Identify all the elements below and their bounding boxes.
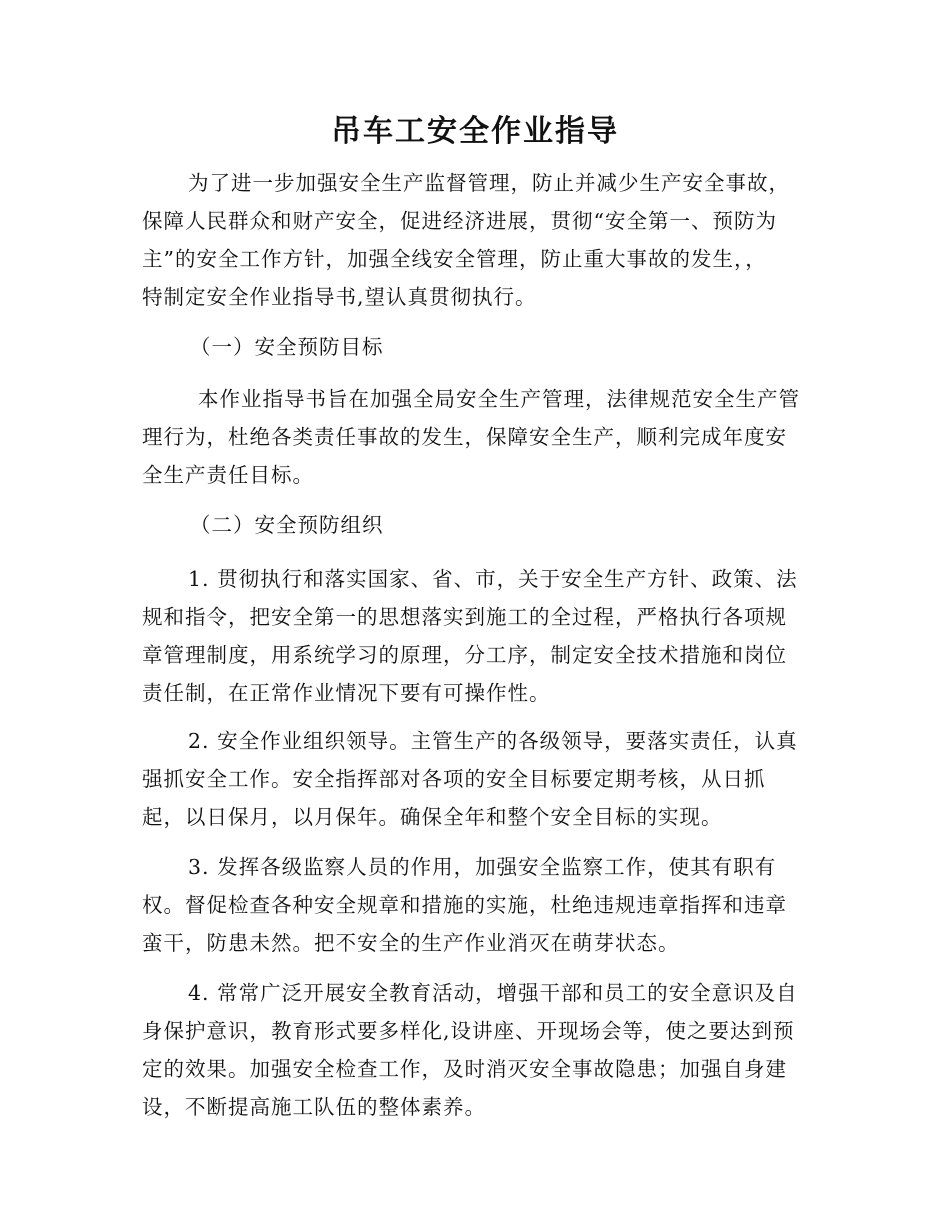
document-title: 吊车工安全作业指导 [331, 114, 619, 149]
goals-line: 全生产责任目标。 [142, 463, 314, 487]
intro-line: 主”的安全工作方针，加强全线安全管理，防止重大事故的发生，， [142, 247, 767, 271]
item-line: 身保护意识，教育形式要多样化,设讲座、开现场会等，使之要达到预 [142, 1019, 795, 1043]
item-line: 3. 发挥各级监察人员的作用，加强安全监察工作，使其有职有 [188, 855, 777, 879]
item-line: 责任制，在正常作业情况下要有可操作性。 [142, 681, 551, 705]
item-line: 1. 贯彻执行和落实国家、省、市，关于安全生产方针、政策、法 [188, 567, 798, 591]
goals-line: 本作业指导书旨在加强全局安全生产管理，法律规范安全生产管 [198, 387, 800, 411]
item-line: 章管理制度，用系统学习的原理，分工序，制定安全技术措施和岗位 [142, 643, 787, 667]
intro-line: 保障人民群众和财产安全，促进经济进展，贯彻“安全第一、预防为 [142, 209, 777, 233]
intro-paragraph [142, 164, 807, 316]
section-heading-organization: （二）安全预防组织 [190, 513, 384, 537]
item-line: 权。督促检查各种安全规章和措施的实施，杜绝违规违章指挥和违章 [142, 893, 787, 917]
item-line: 规和指令，把安全第一的思想落实到施工的全过程，严格执行各项规 [142, 605, 787, 629]
list-item-4 [142, 974, 807, 1126]
intro-line: 为了进一步加强安全生产监督管理，防止并减少生产安全事故， [188, 171, 790, 195]
item-line: 蛮干，防患未然。把不安全的生产作业消灭在萌芽状态。 [142, 931, 680, 955]
item-line: 设，不断提高施工队伍的整体素养。 [142, 1095, 486, 1119]
goals-paragraph [142, 380, 807, 494]
item-line: 定的效果。加强安全检查工作，及时消灭安全事故隐患；加强自身建 [142, 1057, 787, 1081]
goals-line: 理行为，杜绝各类责任事故的发生，保障安全生产，顺利完成年度安 [142, 425, 787, 449]
item-line: 4. 常常广泛开展安全教育活动，增强干部和员工的安全意识及自 [188, 981, 798, 1005]
section-heading-goals: （一）安全预防目标 [190, 335, 384, 359]
list-item-2 [142, 722, 807, 836]
item-line: 起，以日保月，以月保年。确保全年和整个安全目标的实现。 [142, 805, 723, 829]
intro-line: 特制定安全作业指导书,望认真贯彻执行。 [142, 285, 537, 309]
list-item-1 [142, 560, 807, 712]
item-line: 强抓安全工作。安全指挥部对各项的安全目标要定期考核，从日抓 [142, 767, 766, 791]
item-line: 2. 安全作业组织领导。主管生产的各级领导，要落实责任，认真 [188, 729, 798, 753]
list-item-3 [142, 848, 807, 962]
